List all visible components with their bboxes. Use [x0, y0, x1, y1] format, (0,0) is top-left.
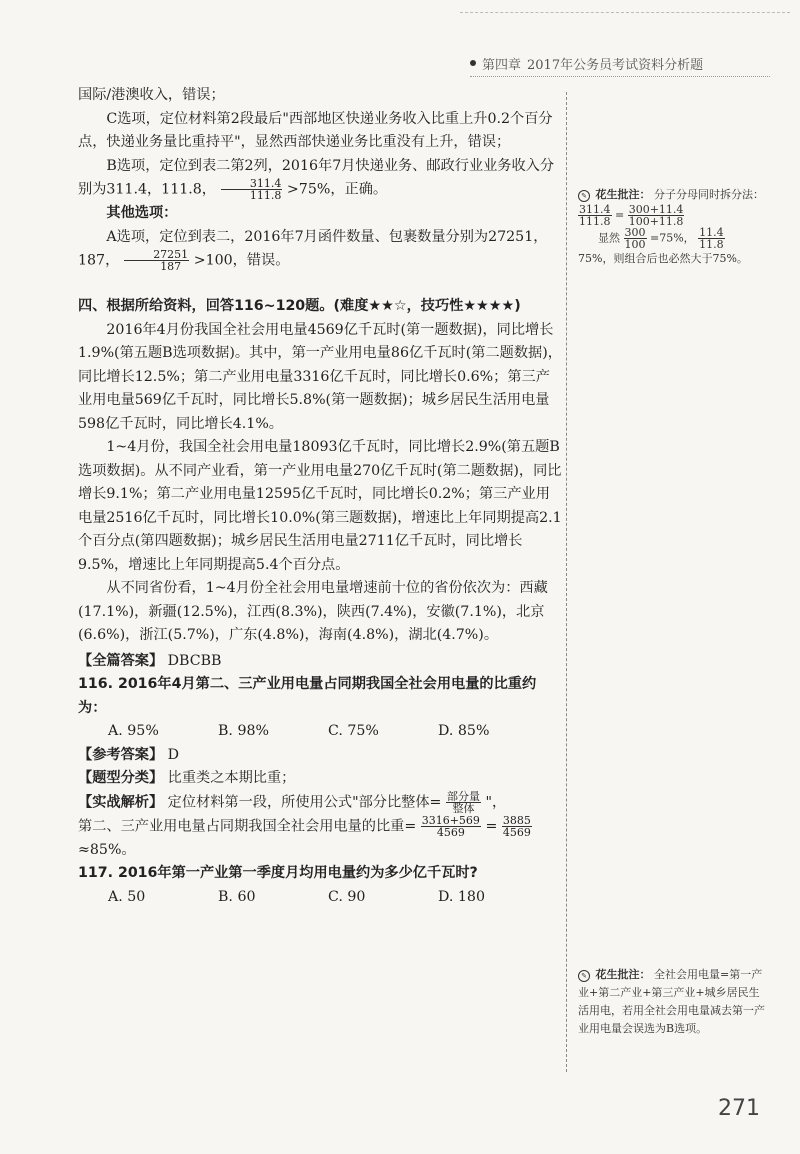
option-b-lead: B选项，定位到表二第2列，2016年7月快递业务、邮政行业业务收入分别为311.4，111.8， — [78, 157, 555, 198]
section-title: 四、根据所给资料，回答116~120题。(难度★★☆，技巧性★★★★) — [78, 298, 521, 314]
analysis — [78, 791, 564, 815]
fraction-denominator: 11.8 — [699, 238, 724, 251]
fraction — [624, 227, 647, 250]
main-column — [78, 84, 564, 909]
option-c: C. 90 — [328, 888, 366, 905]
question-type — [78, 767, 564, 791]
running-header — [470, 50, 770, 77]
analysis-text: 定位材料第一段，所使用公式"部分比整体= — [167, 794, 442, 810]
material-paragraph-2: 1~4月份，我国全社会用电量18093亿千瓦时，同比增长2.9%(第五题B选项数据)。从不同产业看，第一产业用电量270亿千瓦时(第二题数据)，同比增长9.1%；第二产业用电量12595亿千瓦时，同比增长0.2%；第三产业用电量2516亿千瓦时，同比增长10.0%(第三题数据)，增速比上年同期提高2.1个百分点(第四题数据)；城乡居民生活用电量2711亿千瓦时，同比增长9.5%，增速比上年同期提高5.4个百分点。 — [78, 439, 562, 573]
fraction-numerator: 11.4 — [699, 226, 724, 239]
option-d: D. 180 — [438, 888, 485, 905]
fraction — [502, 815, 532, 838]
all-answers — [78, 650, 564, 674]
fraction-denominator: 4569 — [436, 825, 465, 839]
reference-answer — [78, 744, 564, 768]
analysis-line-2: 第二、三产业用电量占同期我国全社会用电量的比重= — [78, 818, 417, 834]
side-note-2 — [578, 966, 768, 1038]
note-icon: ✎ — [578, 970, 590, 982]
reference-answer-value: D — [167, 746, 180, 763]
text-line: 国际/港澳收入，错误； — [78, 87, 225, 103]
bullet-icon — [470, 60, 476, 66]
top-rule — [460, 12, 790, 13]
option-a: A. 95% — [108, 723, 159, 739]
fraction-denominator: 111.8 — [249, 189, 282, 202]
side-note-1 — [578, 186, 768, 268]
fraction-numerator: 300+11.4 — [628, 203, 684, 216]
question-117: 117. 2016年第一产业第一季度月均用电量约为多少亿千瓦时? — [78, 865, 478, 881]
analysis-tail: "， — [485, 794, 507, 810]
fraction-numerator: 部分量 — [446, 789, 480, 803]
all-answers-label: 【全篇答案】 — [78, 652, 164, 669]
header-chapter: 第四章 — [482, 57, 522, 73]
option-a: A. 50 — [108, 888, 146, 905]
question-type-label: 【题型分类】 — [78, 770, 164, 786]
all-answers-value: DBCBB — [167, 652, 222, 669]
calc-result: ≈85%。 — [78, 841, 136, 858]
option-b-tail: >75%，正确。 — [286, 181, 388, 198]
fraction — [221, 178, 283, 201]
side-note-2-label: 花生批注： — [595, 968, 651, 981]
fraction-denominator: 100 — [624, 238, 646, 251]
material-paragraph-3: 从不同省份看，1~4月份全社会用电量增速前十位的省份依次为：西藏(17.1%)，新疆(12.5%)，江西(8.3%)，陕西(7.4%)，安徽(7.1%)，北京(6.6%)，浙江(5.7%)，广东(4.8%)，海南(4.8%)，湖北(4.7%)。 — [78, 580, 548, 643]
fraction-denominator: 100+11.8 — [628, 215, 684, 228]
side-note-1-mid2: =75%， — [650, 231, 695, 245]
equals-sign: = — [485, 818, 498, 834]
fraction-numerator: 300 — [624, 226, 646, 239]
fraction — [698, 227, 725, 250]
header-title: 2017年公务员考试资料分析题 — [527, 57, 704, 73]
margin-divider — [566, 92, 567, 1072]
option-d: D. 85% — [438, 723, 490, 739]
fraction-numerator: 3316+569 — [421, 813, 480, 827]
option-a-lead: A选项，定位到表二，2016年7月函件数量、包裹数量分别为27251，187， — [78, 228, 548, 269]
question-117-options — [78, 886, 564, 910]
fraction — [124, 249, 189, 272]
fraction-denominator: 111.8 — [579, 215, 611, 228]
side-note-1-text: 分子分母同时拆分法： — [654, 188, 764, 201]
option-a-text — [78, 226, 564, 274]
material-paragraph-1: 2016年4月份我国全社会用电量4569亿千瓦时(第一题数据)，同比增长1.9%(第五题B选项数据)。其中，第一产业用电量86亿千瓦时(第二题数据)，同比增长12.5%；第二产业用电量3316亿千瓦时，同比增长0.6%；第三产业用电量569亿千瓦时，同比增长5.8%(第一题数据)；城乡居民生活用电量598亿千瓦时，同比增长4.1%。 — [78, 321, 562, 432]
option-b: B. 60 — [218, 888, 256, 905]
analysis-label: 【实战解析】 — [78, 794, 164, 810]
text-line: C选项，定位材料第2段最后"西部地区快递业务收入比重上升0.2个百分点，快递业务量比重持平"，显然西部快递业务比重没有上升，错误； — [78, 110, 553, 150]
fraction-numerator: 27251 — [124, 249, 189, 261]
side-note-1-mid: 显然 — [598, 231, 620, 245]
option-a-tail: >100，错误。 — [193, 252, 290, 269]
fraction-numerator: 311.4 — [221, 178, 283, 190]
question-type-value: 比重类之本期比重； — [167, 770, 296, 786]
side-note-1-label: 花生批注： — [595, 188, 651, 201]
option-c: C. 75% — [328, 723, 379, 739]
fraction — [446, 791, 481, 814]
page-number: 271 — [718, 1096, 760, 1121]
fraction — [628, 204, 685, 227]
other-options-title: 其他选项： — [106, 205, 178, 221]
fraction-denominator: 整体 — [452, 801, 475, 815]
analysis-calc — [78, 815, 564, 863]
note-icon: ✎ — [578, 190, 590, 202]
fraction-numerator: 3885 — [502, 813, 531, 827]
option-b: B. 98% — [218, 723, 269, 739]
question-116-options — [78, 720, 564, 744]
fraction-denominator: 187 — [160, 260, 182, 273]
equals-sign: = — [615, 208, 625, 222]
fraction — [421, 815, 481, 838]
side-note-1-tail: 75%，则组合后也必然大于75%。 — [578, 252, 748, 265]
fraction-numerator: 311.4 — [579, 203, 611, 216]
reference-answer-label: 【参考答案】 — [78, 746, 164, 763]
fraction — [578, 204, 612, 227]
side-note-2-text: 全社会用电量=第一产业+第二产业+第三产业+城乡居民生活用电，若用全社会用电量减去第一产业用电量会误选为B选项。 — [578, 968, 765, 1035]
question-116: 116. 2016年4月第二、三产业用电量占同期我国全社会用电量的比重约为： — [78, 676, 537, 716]
fraction-denominator: 4569 — [502, 825, 531, 839]
option-b-text — [78, 155, 564, 203]
